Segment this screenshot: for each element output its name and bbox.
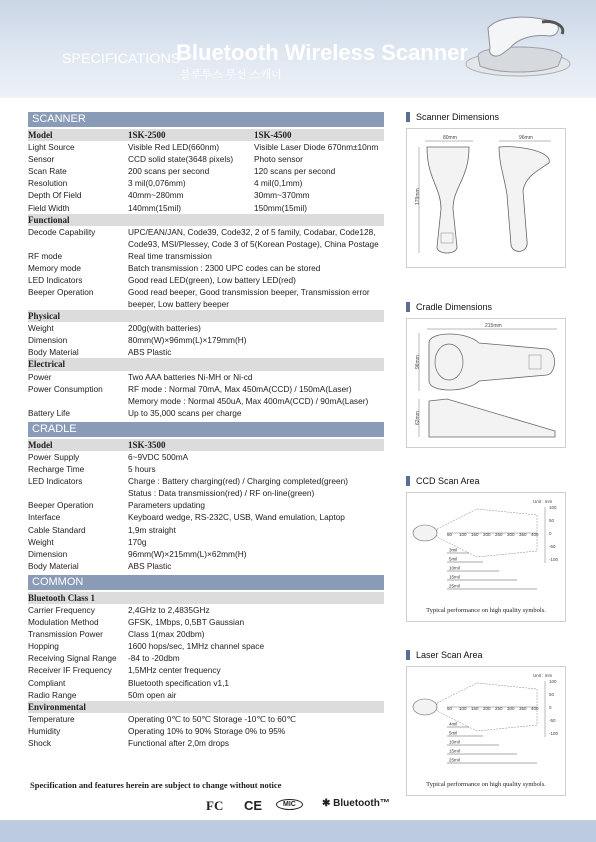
environmental-header: Environmental — [28, 701, 384, 713]
spec-value-ccd: 40mm~280mm — [128, 190, 184, 201]
laser-scan-area-panel — [406, 666, 566, 796]
spec-value-laser: 120 scans per second — [254, 166, 336, 177]
spec-label: Weight — [28, 323, 54, 334]
scanner-dimensions-panel — [406, 128, 566, 268]
y-tick-label: 0 — [549, 531, 552, 536]
spec-value: Operating 10% to 90% Storage 0% to 95% — [128, 725, 286, 736]
spec-row — [28, 737, 384, 749]
y-tick-label: -100 — [549, 557, 559, 562]
laser-caption: Typical performance on high quality symbols. — [426, 781, 546, 788]
scanner-head-icon — [413, 525, 437, 541]
spec-value: 1,5MHz center frequency — [128, 665, 221, 676]
spec-label: Battery Life — [28, 407, 70, 418]
laser-scan-area-heading: Laser Scan Area — [406, 648, 566, 662]
cradle-model: 1SK-3500 — [128, 439, 166, 450]
spec-row — [28, 487, 384, 499]
spec-label: Depth Of Field — [28, 190, 82, 201]
range-label: 3mil — [449, 547, 458, 553]
spec-value: Status : Data transmission(red) / RF on-line(green) — [128, 488, 315, 499]
spec-value: GFSK, 1Mbps, 0,5BT Gaussian — [128, 617, 245, 628]
spec-row — [28, 664, 384, 676]
x-tick-label: 200 — [483, 532, 491, 537]
spec-row — [28, 536, 384, 548]
spec-row — [28, 713, 384, 725]
spec-label: Receiver IF Frequency — [28, 665, 112, 676]
x-tick-label: 150 — [471, 706, 479, 711]
range-label: 15mil — [449, 574, 460, 580]
spec-label: Light Source — [28, 142, 75, 153]
spec-value-ccd: 200 scans per second — [128, 166, 210, 177]
spec-value: Class 1(max 20dbm) — [128, 629, 205, 640]
range-label: 10mil — [449, 739, 460, 745]
x-tick-label: 400 — [531, 532, 539, 537]
spec-row — [28, 407, 384, 419]
x-tick-label: 300 — [507, 706, 515, 711]
spec-row — [28, 153, 384, 165]
page-header — [0, 0, 596, 98]
spec-value: UPC/EAN/JAN, Code39, Code32, 2 of 5 family, Codabar, Code128, Code93, MSI/Plessey, Code 3 of 5(Korean Postage), China Postage — [128, 226, 379, 249]
spec-row — [28, 560, 384, 572]
spec-value: 1,9m straight — [128, 524, 176, 535]
functional-rows — [28, 226, 384, 310]
spec-value-ccd: 140mm(15mil) — [128, 202, 182, 213]
bluetooth-class-header: Bluetooth Class 1 — [28, 592, 384, 604]
x-tick-label: 350 — [519, 706, 527, 711]
model-ccd: 1SK-2500 — [128, 130, 166, 140]
physical-rows — [28, 322, 384, 358]
spec-value: Good read beeper, Good transmission beeper, Transmission error beeper, Low battery beeper — [128, 287, 370, 310]
spec-row — [28, 499, 384, 511]
range-label: 10mil — [449, 565, 460, 571]
spec-row — [28, 616, 384, 628]
spec-label: Cable Standard — [28, 524, 86, 535]
spec-value-laser: 150mm(15mil) — [254, 202, 308, 213]
range-label: 5mil — [449, 556, 458, 562]
x-tick-label: 250 — [495, 706, 503, 711]
spec-value: 80mm(W)×96mm(L)×179mm(H) — [128, 335, 247, 346]
scanner-length-label: 96mm — [519, 135, 533, 141]
spec-label: Dimension — [28, 335, 68, 346]
spec-label: Hopping — [28, 641, 59, 652]
spec-row — [28, 274, 384, 286]
spec-label: Compliant — [28, 677, 66, 688]
spec-label: Humidity — [28, 725, 61, 736]
y-tick-label: 50 — [549, 692, 555, 697]
y-tick-label: 100 — [549, 505, 557, 510]
model-label: Model — [28, 130, 53, 140]
spec-value-laser: 30mm~370mm — [254, 190, 310, 201]
range-label: 4mil — [449, 721, 458, 727]
x-tick-label: 50 — [447, 706, 453, 711]
spec-label: Transmission Power — [28, 629, 103, 640]
page-title: Bluetooth Wireless Scanner — [176, 40, 468, 65]
spec-label — [28, 487, 128, 499]
spec-value: RF mode : Normal 70mA, Max 450mA(CCD) / 150mA(Laser) — [128, 383, 352, 394]
spec-value: Memory mode : Normal 450uA, Max 400mA(CCD) / 90mA(Laser) — [128, 395, 369, 406]
diagram-column — [406, 110, 566, 796]
scanner-width-label: 80mm — [443, 135, 457, 141]
spec-row — [28, 334, 384, 346]
spec-label: Body Material — [28, 560, 79, 571]
spec-value: 6~9VDC 500mA — [128, 451, 189, 462]
electrical-rows — [28, 371, 384, 419]
common-rows — [28, 604, 384, 701]
y-tick-label: -50 — [549, 718, 556, 723]
spec-label: Weight — [28, 536, 54, 547]
y-tick-label: 100 — [549, 679, 557, 684]
x-tick-label: 150 — [471, 532, 479, 537]
scanner-rows — [28, 141, 384, 214]
spec-label: Power — [28, 371, 52, 382]
spec-value-ccd: 3 mil(0,076mm) — [128, 178, 186, 189]
spec-value: Real time transmission — [128, 250, 212, 261]
spec-row — [28, 371, 384, 383]
footnote: Specification and features herein are subject to change without notice — [30, 780, 282, 790]
y-tick-label: -100 — [549, 731, 559, 736]
spec-label: Dimension — [28, 548, 68, 559]
spec-value: Charge : Battery charging(red) / Charging completed(green) — [128, 476, 348, 487]
spec-value: 170g — [128, 536, 147, 547]
spec-label: Decode Capability — [28, 226, 96, 237]
x-tick-label: 300 — [507, 532, 515, 537]
spec-value: Two AAA batteries Ni-MH or Ni-cd — [128, 371, 253, 382]
spec-value-laser: 4 mil(0,1mm) — [254, 178, 303, 189]
spec-value: ABS Plastic — [128, 347, 172, 358]
spec-row — [28, 226, 384, 250]
spec-value: Parameters updating — [128, 500, 206, 511]
spec-label: Memory mode — [28, 262, 82, 273]
spec-row — [28, 322, 384, 334]
bluetooth-logo: ✱ Bluetooth™ — [322, 798, 390, 809]
spec-row — [28, 640, 384, 652]
spec-value: Up to 35,000 scans per charge — [128, 407, 242, 418]
spec-label — [28, 395, 128, 407]
cradle-model-row: Model 1SK-3500 — [28, 439, 384, 451]
spec-value: 50m open air — [128, 689, 177, 700]
x-tick-label: 400 — [531, 706, 539, 711]
cradle-dimensions-drawing — [407, 319, 567, 447]
spec-value: -84 to -20dbm — [128, 653, 180, 664]
spec-value: Batch transmission : 2300 UPC codes can be stored — [128, 262, 321, 273]
spec-row — [28, 725, 384, 737]
spec-label: Power Consumption — [28, 383, 103, 394]
spec-row — [28, 451, 384, 463]
spec-row — [28, 604, 384, 616]
bluetooth-logo-text: Bluetooth™ — [333, 798, 390, 809]
section-common: COMMON — [28, 575, 384, 590]
cradle-length-label: 215mm — [485, 323, 502, 329]
scanner-dimensions-heading: Scanner Dimensions — [406, 110, 566, 124]
mic-logo: MIC — [276, 799, 303, 810]
y-tick-label: -50 — [549, 544, 556, 549]
spec-row — [28, 524, 384, 536]
spec-label: Field Width — [28, 202, 70, 213]
scanner-height-label: 179mm — [415, 188, 421, 205]
spec-value: 1600 hops/sec, 1MHz channel space — [128, 641, 265, 652]
x-tick-label: 200 — [483, 706, 491, 711]
y-tick-label: 50 — [549, 518, 555, 523]
x-tick-label: 350 — [519, 532, 527, 537]
unit-label: Unit : mm — [533, 499, 553, 504]
spec-label: Temperature — [28, 713, 75, 724]
spec-row — [28, 189, 384, 201]
physical-header: Physical — [28, 310, 384, 322]
spec-row — [28, 463, 384, 475]
spec-row — [28, 250, 384, 262]
ce-logo: CE — [244, 798, 263, 813]
spec-label: Power Supply — [28, 451, 80, 462]
ccd-scan-area-heading: CCD Scan Area — [406, 474, 566, 488]
spec-table — [28, 112, 384, 749]
spec-row — [28, 677, 384, 689]
electrical-header: Electrical — [28, 358, 384, 370]
scanner-product-image — [458, 8, 578, 80]
section-cradle: CRADLE — [28, 422, 384, 437]
spec-value: Good read LED(green), Low battery LED(red) — [128, 274, 296, 285]
spec-value-laser: Visible Laser Diode 670nm±10nm — [254, 142, 379, 153]
x-tick-label: 50 — [447, 532, 453, 537]
spec-row — [28, 475, 384, 487]
spec-label: Modulation Method — [28, 617, 99, 628]
section-scanner: SCANNER — [28, 112, 384, 127]
environmental-rows — [28, 713, 384, 749]
spec-row — [28, 395, 384, 407]
scanner-head-icon — [413, 699, 437, 715]
spec-label: LED Indicators — [28, 274, 83, 285]
spec-value: 200g(with batteries) — [128, 323, 201, 334]
cradle-dimensions-heading: Cradle Dimensions — [406, 300, 566, 314]
model-laser: 1SK-4500 — [254, 130, 292, 140]
spec-label: Beeper Operation — [28, 287, 94, 298]
x-tick-label: 250 — [495, 532, 503, 537]
spec-label: LED Indicators — [28, 476, 83, 487]
spec-value: 5 hours — [128, 464, 156, 475]
spec-row — [28, 286, 384, 310]
cradle-height-label: 62mm — [415, 411, 421, 425]
spec-row — [28, 652, 384, 664]
spec-row — [28, 141, 384, 153]
spec-label: Resolution — [28, 178, 68, 189]
x-tick-label: 100 — [459, 706, 467, 711]
spec-row — [28, 628, 384, 640]
spec-row — [28, 262, 384, 274]
spec-label: Radio Range — [28, 689, 77, 700]
laser-scan-area-chart — [407, 667, 565, 781]
spec-label: RF mode — [28, 250, 63, 261]
cradle-dimensions-panel — [406, 318, 566, 448]
spec-row — [28, 511, 384, 523]
x-tick-label: 100 — [459, 532, 467, 537]
cradle-width-label: 96mm — [415, 355, 421, 369]
spec-row — [28, 165, 384, 177]
spec-row — [28, 346, 384, 358]
ccd-scan-area-panel — [406, 492, 566, 622]
spec-row — [28, 383, 384, 395]
spec-value: Operating 0℃ to 50℃ Storage -10℃ to 60℃ — [128, 713, 296, 724]
scanner-dimensions-drawing — [407, 129, 567, 267]
specifications-label: SPECIFICATIONS — [62, 50, 181, 66]
y-tick-label: 0 — [549, 705, 552, 710]
spec-label: Scan Rate — [28, 166, 67, 177]
cradle-rows — [28, 451, 384, 572]
range-label: 25mil — [449, 757, 460, 763]
spec-value-ccd: Visible Red LED(660nm) — [128, 142, 220, 153]
spec-label: Interface — [28, 512, 61, 523]
spec-value: Functional after 2,0m drops — [128, 738, 229, 749]
spec-row — [28, 202, 384, 214]
ccd-scan-area-chart — [407, 493, 565, 607]
range-label: 5mil — [449, 730, 458, 736]
spec-label: Receiving Signal Range — [28, 653, 117, 664]
bottom-band — [0, 820, 596, 842]
spec-label: Body Material — [28, 347, 79, 358]
spec-row — [28, 689, 384, 701]
spec-value: 96mm(W)×215mm(L)×62mm(H) — [128, 548, 247, 559]
functional-header: Functional — [28, 214, 384, 226]
unit-label: Unit : mm — [533, 673, 553, 678]
spec-label: Recharge Time — [28, 464, 85, 475]
spec-label: Sensor — [28, 154, 55, 165]
spec-label: Carrier Frequency — [28, 605, 95, 615]
range-label: 25mil — [449, 583, 460, 589]
fc-logo: FC — [206, 798, 224, 813]
spec-value: Bluetooth specification v1,1 — [128, 677, 230, 688]
spec-row — [28, 548, 384, 560]
spec-value: ABS Plastic — [128, 560, 172, 571]
scanner-model-row — [28, 129, 384, 141]
spec-label: Shock — [28, 738, 52, 749]
ccd-caption: Typical performance on high quality symbols. — [426, 607, 546, 614]
spec-value: 2,4GHz to 2,4835GHz — [128, 605, 210, 615]
spec-row — [28, 177, 384, 189]
spec-value-ccd: CCD solid state(3648 pixels) — [128, 154, 234, 165]
spec-value: Keyboard wedge, RS-232C, USB, Wand emulation, Laptop — [128, 512, 345, 523]
spec-label: Beeper Operation — [28, 500, 94, 511]
korean-title: 블루투스 무선 스캐너 — [180, 69, 282, 81]
range-label: 15mil — [449, 748, 460, 754]
spec-value-laser: Photo sensor — [254, 154, 303, 165]
